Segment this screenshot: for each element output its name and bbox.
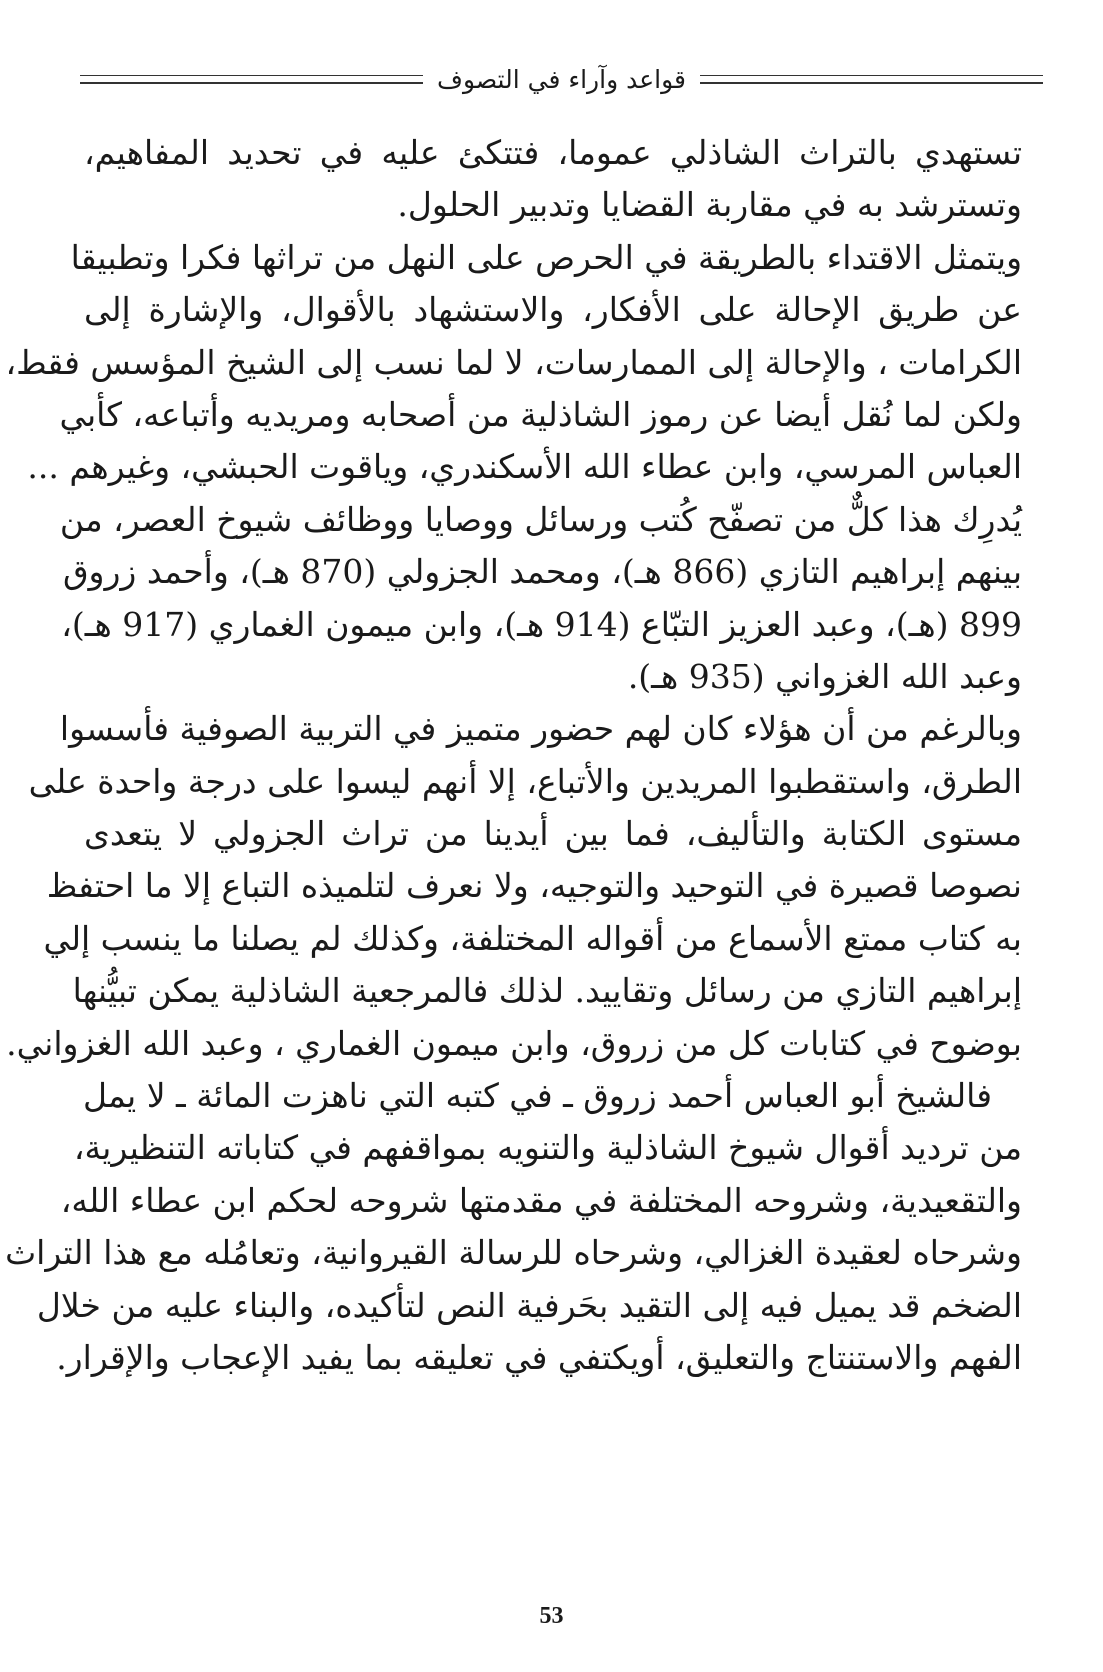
text-line: عن طريق الإحالة على الأفكار، والاستشهاد بالأقوال، والإشارة إلى	[84, 290, 1022, 330]
header-rule-right	[700, 75, 1043, 84]
text-line: يُدرِك هذا كلٌّ من تصفّح كُتب ورسائل ووصايا ووظائف شيوخ العصر، من	[59, 499, 1022, 539]
text-line: وشرحاه لعقيدة الغزالي، وشرحاه للرسالة القيروانية، وتعامُله مع هذا التراث	[5, 1233, 1022, 1273]
text-line: وتسترشد به في مقاربة القضايا وتدبير الحلول.	[397, 185, 1022, 225]
text-line: الفهم والاستنتاج والتعليق، أويكتفي في تعليقه بما يفيد الإعجاب والإقرار.	[56, 1337, 1022, 1377]
running-header-title: قواعد وآراء في التصوف	[437, 64, 686, 94]
text-line: ويتمثل الاقتداء بالطريقة في الحرص على النهل من تراثها فكرا وتطبيقا	[70, 237, 1022, 277]
text-line: الضخم قد يميل فيه إلى التقيد بحَرفية النص لتأكيده، والبناء عليه من خلال	[36, 1285, 1022, 1325]
text-line: نصوصا قصيرة في التوحيد والتوجيه، ولا نعرف لتلميذه التباع إلا ما احتفظ	[46, 866, 1022, 906]
text-line: 899 (هـ)، وعبد العزيز التبّاع (914 هـ)، وابن ميمون الغماري (917 هـ)،	[61, 604, 1022, 644]
text-line: وبالرغم من أن هؤلاء كان لهم حضور متميز في التربية الصوفية فأسسوا	[59, 709, 1022, 749]
text-line: وعبد الله الغزواني (935 هـ).	[627, 656, 1022, 696]
text-line: من ترديد أقوال شيوخ الشاذلية والتنويه بمواقفهم في كتاباته التنظيرية،	[73, 1128, 1022, 1168]
text-line: الكرامات ، والإحالة إلى الممارسات، لا لما نسب إلى الشيخ المؤسس فقط،	[5, 342, 1022, 382]
body-text	[5, 127, 1022, 1597]
text-line: العباس المرسي، وابن عطاء الله الأسكندري، وياقوت الحبشي، وغيرهم ...	[27, 447, 1022, 487]
text-line: والتقعيدية، وشروحه المختلفة في مقدمتها شروحه لحكم ابن عطاء الله،	[60, 1180, 1022, 1220]
header-rule-left	[80, 75, 423, 84]
text-line: بوضوح في كتابات كل من زروق، وابن ميمون الغماري ، وعبد الله الغزواني.	[6, 1023, 1022, 1063]
text-line: به كتاب ممتع الأسماع من أقواله المختلفة، وكذلك لم يصلنا ما ينسب إلي	[43, 918, 1022, 958]
text-line: فالشيخ أبو العباس أحمد زروق ـ في كتبه التي ناهزت المائة ـ لا يمل	[82, 1076, 992, 1116]
page-number: 53	[539, 1603, 564, 1629]
text-line: الطرق، واستقطبوا المريدين والأتباع، إلا أنهم ليسوا على درجة واحدة على	[28, 761, 1022, 801]
text-line: ولكن لما نُقل أيضا عن رموز الشاذلية من أصحابه ومريديه وأتباعه، كأبي	[59, 394, 1022, 434]
text-line: بينهم إبراهيم التازي (866 هـ)، ومحمد الجزولي (870 هـ)، وأحمد زروق	[62, 552, 1022, 592]
running-header	[80, 62, 1043, 96]
text-line: مستوى الكتابة والتأليف، فما بين أيدينا من تراث الجزولي لا يتعدى	[84, 814, 1022, 854]
text-line: إبراهيم التازي من رسائل وتقاييد. لذلك فالمرجعية الشاذلية يمكن تبيُّنها	[72, 971, 1022, 1011]
text-line: تستهدي بالتراث الشاذلي عموما، فتتكئ عليه في تحديد المفاهيم،	[84, 133, 1022, 172]
